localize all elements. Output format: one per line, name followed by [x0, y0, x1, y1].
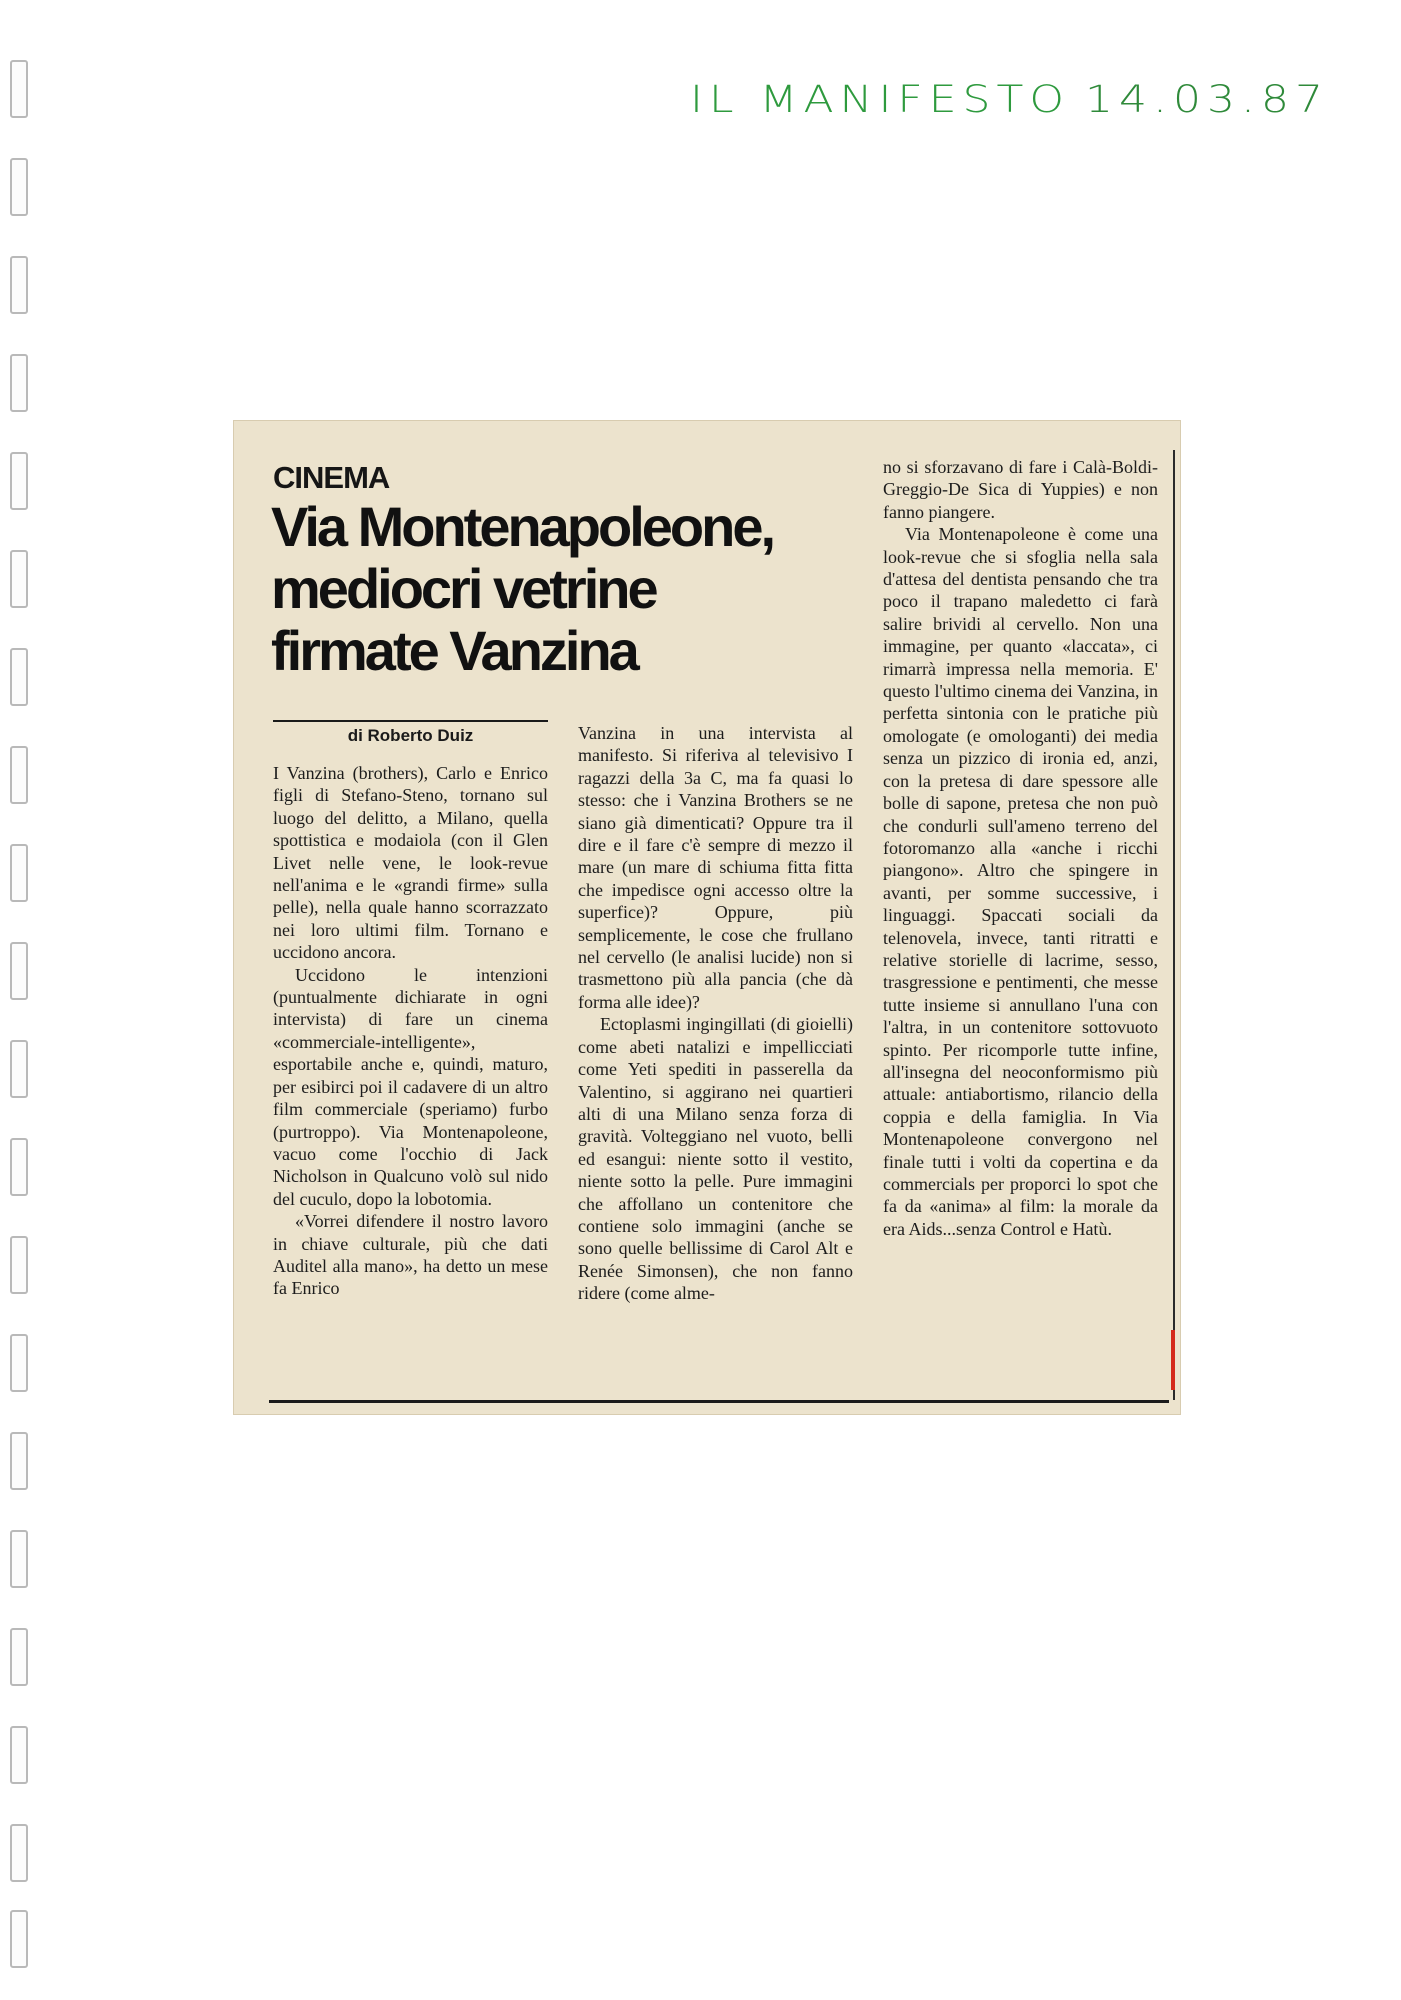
binder-hole	[10, 1334, 28, 1392]
paragraph: no si sforzavano di fare i Calà-Boldi-Greggio-De Sica di Yuppies) e non fanno piangere.	[883, 457, 1158, 522]
headline: Via Montenapoleone, mediocri vetrine firmate Vanzina	[271, 495, 774, 682]
binder-hole	[10, 256, 28, 314]
text-column-2	[578, 722, 853, 1305]
handwritten-source: IL MANIFESTO	[690, 77, 1070, 122]
binder-hole	[10, 1432, 28, 1490]
binder-hole	[10, 1910, 28, 1968]
binder-hole	[10, 452, 28, 510]
binder-hole	[10, 60, 28, 118]
byline: di Roberto Duiz	[347, 726, 474, 745]
binder-hole	[10, 942, 28, 1000]
binder-hole	[10, 1040, 28, 1098]
text-column-1	[273, 762, 548, 1300]
binder-hole	[10, 1138, 28, 1196]
binder-hole	[10, 648, 28, 706]
red-marker-stroke	[1171, 1330, 1175, 1390]
paragraph: «Vorrei difendere il nostro lavoro in chiave culturale, più che dati Auditel alla mano», ha detto un mese fa Enrico	[273, 1211, 548, 1299]
binder-hole	[10, 354, 28, 412]
paragraph: I Vanzina (brothers), Carlo e Enrico figli di Stefano-Steno, tornano sul luogo del delitto, a Milano, quella spottistica e modaiola (con il Glen Livet nelle vene, le look-revue nell'anima e le «grandi firme» sulla pelle), nella quale hanno scorrazzato nei loro ultimi film. Tornano e uccidono ancora.	[273, 763, 548, 963]
byline-rule	[273, 720, 548, 722]
binder-hole	[10, 1824, 28, 1882]
text-column-3	[883, 456, 1158, 1240]
binder-hole	[10, 844, 28, 902]
binder-hole	[10, 1628, 28, 1686]
binder-hole	[10, 158, 28, 216]
binder-hole	[10, 1530, 28, 1588]
binder-hole	[10, 1236, 28, 1294]
paragraph: Via Montenapoleone è come una look-revue che si sfoglia nella sala d'attesa del dentista pensando che tra poco il trapano maledetto ci farà salire brividi al cervello. Non una immagine, per quanto «laccata», ci rimarrà impressa nella memoria. E' questo l'ultimo cinema dei Vanzina, in perfetta sintonia con le pratiche più omologate (e omologanti) dei media senza un pizzico di ironia ed, anzi, con la pretesa di dare spessore alle bolle di sapone, pretesa che non può che condurli sull'ameno terreno del fotoromanzo alla «anche i ricchi piangono». Altro che spingere in avanti, per somme successive, i linguaggi. Spaccati sociali da telenovela, invece, tanti ritratti e relative storielle di lacrime, sesso, trasgressione e pentimenti, che messe tutte insieme si annullano l'una con l'altra, in un contenitore sottovuoto spinto. Per ricomporle tutte infine, all'insegna del neoconformismo più attuale: antiabortismo, rilancio della coppia e della famiglia. In Via Montenapoleone convergono nel finale tutti i volti da copertina e da commercials per proporci lo spot che fa da «anima» al film: la morale da era Aids...senza Control e Hatù.	[883, 524, 1158, 1239]
binder-hole	[10, 1726, 28, 1784]
paragraph: Uccidono le intenzioni (puntualmente dichiarate in ogni intervista) di fare un cinema «commerciale-intelligente», esportabile anche e, quindi, maturo, per esibirci poi il cadavere di un altro film commerciale (speriamo) furbo (purtroppo). Via Montenapoleone, vacuo come l'occhio di Jack Nicholson in Qualcuno volò sul nido del cuculo, dopo la lobotomia.	[273, 964, 548, 1209]
section-label: CINEMA	[273, 460, 390, 495]
paragraph: Ectoplasmi ingingillati (di gioielli) come abeti natalizi e impellicciati come Yeti spediti in passerella da Valentino, si aggirano nei quartieri alti di una Milano senza forza di gravità. Volteggiano nel vuoto, belli ed esangui: niente sotto il vestito, niente sotto la pelle. Pure immagini che affollano un contenitore che contiene solo immagini (anche se sono quelle bellissime di Carol Alt e Renée Simonsen), che non fanno ridere (come alme-	[578, 1014, 853, 1304]
binder-holes	[10, 40, 32, 1960]
handwritten-date: 14.03.87	[1085, 77, 1329, 122]
clipping-edge-line	[1173, 450, 1175, 1400]
binder-hole	[10, 746, 28, 804]
binder-hole	[10, 550, 28, 608]
bottom-rule	[269, 1400, 1169, 1403]
paragraph: Vanzina in una intervista al manifesto. Si riferiva al televisivo I ragazzi della 3a C, ma fa quasi lo stesso: che i Vanzina Brothers se ne siano già dimenticati? Oppure tra il dire e il fare c'è sempre di mezzo il mare (un mare di schiuma fitta fitta che impedisce ogni accesso oltre la superfice)? Oppure, più semplicemente, le cose che frullano nel cervello (le analisi lucide) non si trasmettono più alla pancia (che dà forma alle idee)?	[578, 723, 853, 1012]
newspaper-clipping	[233, 420, 1181, 1415]
